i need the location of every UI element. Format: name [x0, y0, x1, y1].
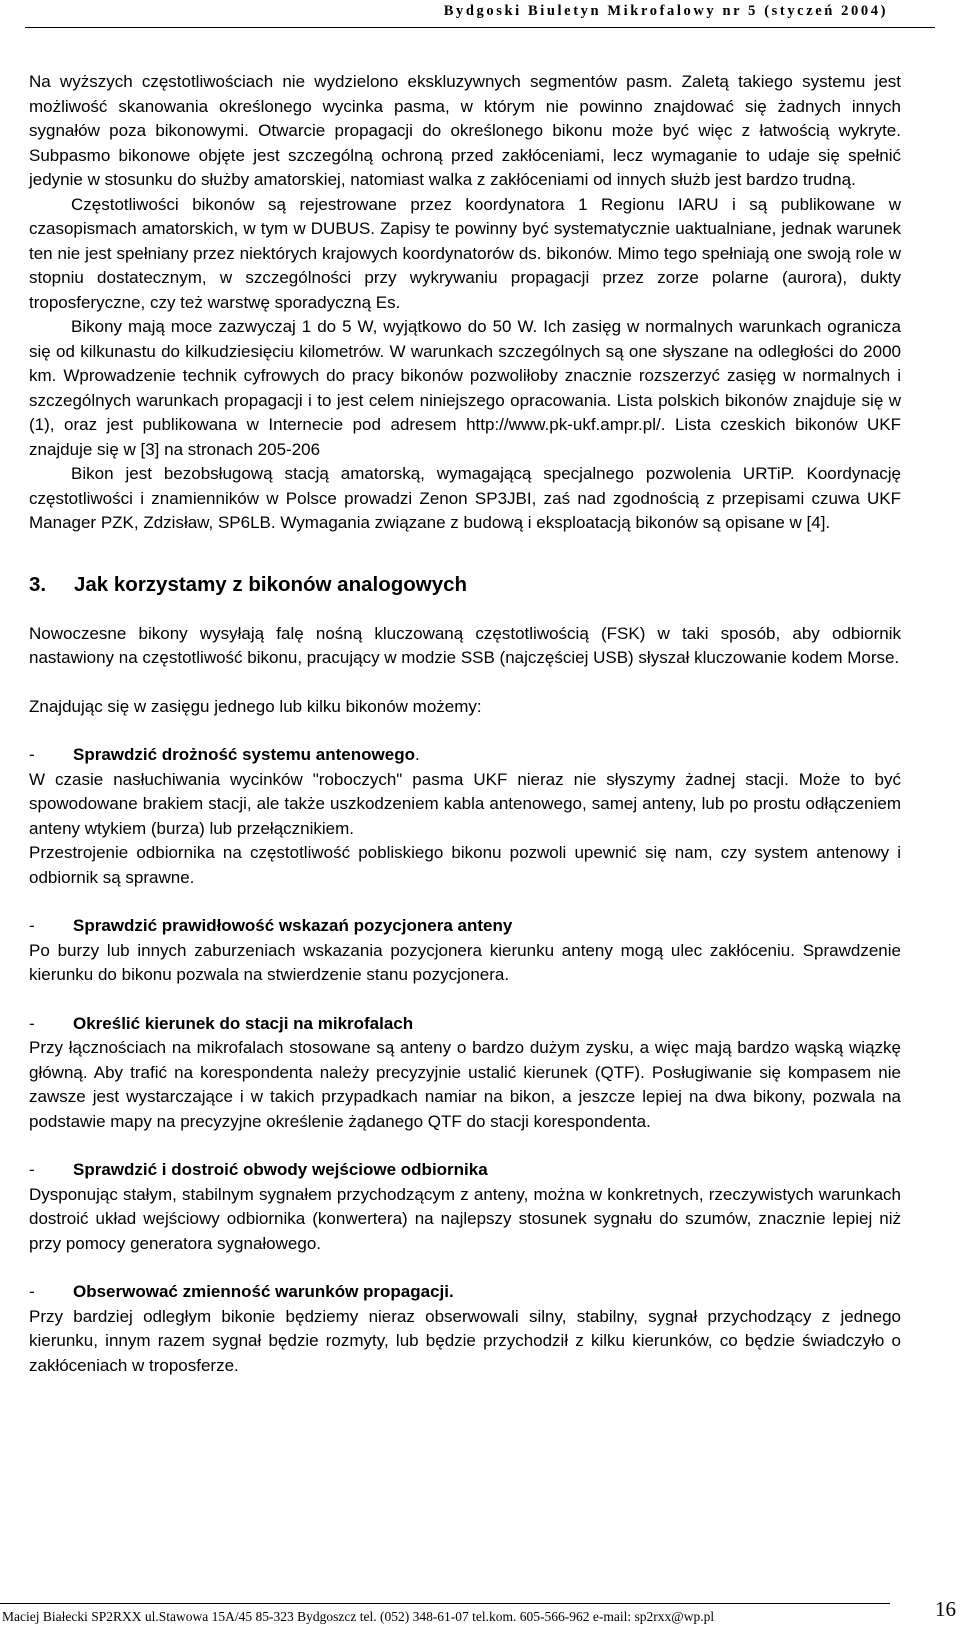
list-dash: -	[29, 745, 35, 764]
footer-rule	[0, 1603, 890, 1604]
header-rule	[25, 27, 935, 28]
paragraph: Bikon jest bezobsługową stacją amatorską, wymagającą specjalnego pozwolenia URTiP. Koordynację częstotliwości i znamienników w Polsce prowadzi Zenon SP3JBI, zaś nad zgodnością z przepisami czuwa UKF Manager PZK, Zdzisław, SP6LB. Wymagania związane z budową i eksploatacją bikonów są opisane w [4].	[29, 464, 901, 532]
list-dash: -	[29, 1160, 35, 1179]
document-body	[29, 70, 901, 1378]
list-item	[29, 1158, 901, 1256]
list-item-title: Sprawdzić drożność systemu antenowego	[73, 745, 415, 764]
section-number: 3.	[29, 572, 47, 596]
list-item-body: Przy bardziej odległym bikonie będziemy nieraz obserwowali silny, stabilny, sygnał przychodzący z jednego kierunku, innym razem sygnał będzie rozmyty, lub będzie przychodził z kilku kierunków, co będzie świadczyło o zakłóceniach w troposferze.	[29, 1306, 901, 1375]
list-item-body: Po burzy lub innych zaburzeniach wskazania pozycjonera kierunku anteny mogą ulec zakłóceniu. Sprawdzenie kierunku do bikonu pozwala na stwierdzenie stanu pozycjonera.	[29, 940, 901, 984]
page-number: 16	[935, 1597, 956, 1621]
list-item-title: Sprawdzić i dostroić obwody wejściowe odbiornika	[73, 1160, 488, 1179]
list-item-title-suffix: .	[414, 745, 420, 764]
running-header: Bydgoski Biuletyn Mikrofalowy nr 5 (styczeń 2004)	[443, 3, 888, 19]
list-item-title: Obserwować zmienność warunków propagacji.	[73, 1282, 454, 1301]
list-item	[29, 743, 901, 890]
paragraph: Nowoczesne bikony wysyłają falę nośną kluczowaną częstotliwością (FSK) w taki sposób, aby odbiornik nastawiony na częstotliwość bikonu, pracujący w modzie SSB (najczęściej USB) słyszał kluczowanie kodem Morse.	[29, 623, 901, 667]
list-dash: -	[29, 1013, 35, 1033]
section-title: Jak korzystamy z bikonów analogowych	[74, 572, 468, 596]
list-item-body: W czasie nasłuchiwania wycinków "roboczych" pasma UKF nieraz nie słyszymy żadnej stacji. Może to być spowodowane brakiem stacji, ale także uszkodzeniem kabla antenowego, samej anteny, lub po prostu odłączeniem anteny wtykiem (burza) lub przełącznikiem.	[29, 769, 901, 838]
list-item-body: Przy łącznościach na mikrofalach stosowane są anteny o bardzo dużym zysku, a więc mają bardzo wąską wiązkę główną. Aby trafić na korespondenta należy precyzyjnie ustalić kierunek (QTF). Posługiwanie się kompasem nie zawsze jest wystarczające i w takich przypadkach namiar na bikon, a jeszcze lepiej na dwa bikony, pozwala na podstawie mapy na precyzyjne określenie żądanego QTF do stacji korespondenta.	[29, 1038, 901, 1131]
footer-contact: Maciej Białecki SP2RXX ul.Stawowa 15A/45 85-323 Bydgoszcz tel. (052) 348-61-07 tel.kom. 605-566-962 e-mail: sp2rxx@wp.pl	[2, 1609, 715, 1624]
paragraph: Bikony mają moce zazwyczaj 1 do 5 W, wyjątkowo do 50 W. Ich zasięg w normalnych warunkach ogranicza się od kilkunastu do kilkudziesięciu kilometrów. W warunkach szczególnych są one słyszane na odległości do 2000 km. Wprowadzenie technik cyfrowych do pracy bikonów pozwoliłoby znacznie rozszerzyć zasięg w normalnych i szczególnych warunkach propagacji i to jest celem niniejszego opracowania. Lista polskich bikonów znajduje się w (1), oraz jest publikowana w Internecie pod adresem http://www.pk-ukf.ampr.pl/. Lista czeskich bikonów UKF znajduje się w [3] na stronach 205-206	[29, 317, 901, 459]
list-dash: -	[29, 916, 35, 935]
list-item-title: Sprawdzić prawidłowość wskazań pozycjonera anteny	[73, 916, 513, 935]
list-item	[29, 914, 901, 988]
list-item-body: Dysponując stałym, stabilnym sygnałem przychodzącym z anteny, można w konkretnych, rzeczywistych warunkach dostroić układ wejściowy odbiornika (konwertera) na najlepszy stosunek sygnału do szumów, znacznie lepiej niż przy pomocy generatora sygnałowego.	[29, 1184, 901, 1253]
paragraph: Na wyższych częstotliwościach nie wydzielono ekskluzywnych segmentów pasm. Zaletą takiego systemu jest możliwość skanowania określonego wycinka pasma, w którym nie powinno znajdować się żadnych innych sygnałów poza bikonowymi. Otwarcie propagacji do określonego bikonu może być więc z łatwością wykryte. Subpasmo bikonowe objęte jest szczególną ochroną przed zakłóceniami, lecz wymaganie to udaje się spełnić jedynie w stosunku do służby amatorskiej, natomiast walka z zakłóceniami od innych służb jest bardzo trudną.	[29, 72, 901, 189]
list-item-body: Przestrojenie odbiornika na częstotliwość pobliskiego bikonu pozwoli upewnić się nam, czy system antenowy i odbiornik są sprawne.	[29, 843, 901, 887]
list-item	[29, 1280, 901, 1378]
paragraph: Częstotliwości bikonów są rejestrowane przez koordynatora 1 Regionu IARU i są publikowane w czasopismach amatorskich, w tym w DUBUS. Zapisy te powinny być systematycznie uaktualniane, jednak warunek ten nie jest spełniany przez niektórych krajowych koordynatorów ds. bikonów. Mimo tego spełniają one swoją role w stopniu dostatecznym, w szczególności przy wykrywaniu propagacji przez zorze polarne (aurora), dukty troposferyczne, czy też warstwę sporadyczną Es.	[29, 194, 901, 312]
list-item	[29, 1012, 901, 1135]
list-dash: -	[29, 1282, 35, 1301]
list-item-title: Określić kierunek do stacji na mikrofalach	[73, 1013, 414, 1033]
paragraph: Znajdując się w zasięgu jednego lub kilku bikonów możemy:	[29, 696, 482, 716]
section-heading	[29, 572, 901, 598]
